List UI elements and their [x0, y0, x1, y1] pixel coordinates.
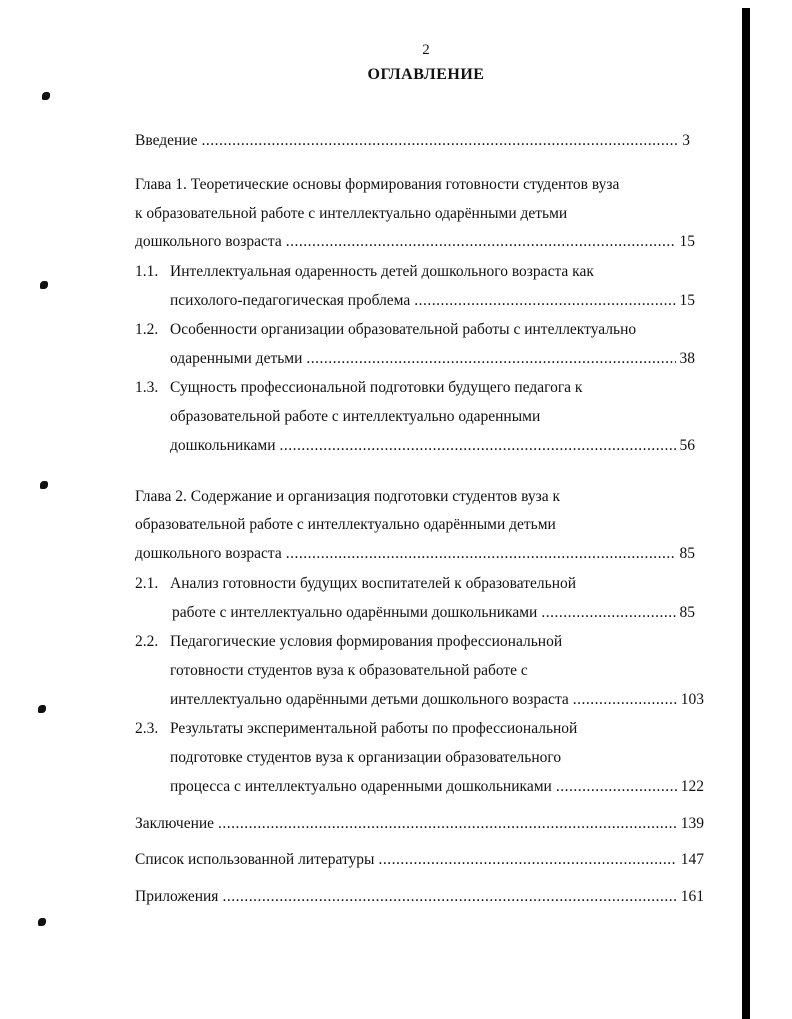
page-title: ОГЛАВЛЕНИЕ	[367, 66, 485, 83]
toc-leader-dots	[573, 690, 677, 710]
toc-leader-dots	[414, 291, 675, 311]
toc-section-1-3-line-3	[170, 436, 695, 456]
toc-section-number: 1.3.	[135, 379, 159, 396]
toc-leader-dots	[222, 887, 676, 907]
toc-chapter-1-line-1: Глава 1. Теоретические основы формирования готовности студентов вуза	[135, 176, 620, 193]
toc-section-number: 2.1.	[135, 575, 159, 592]
toc-entry-text: Анализ готовности будущих воспитателей к образовательной	[170, 575, 577, 592]
toc-section-1-3-line-1	[135, 378, 582, 398]
toc-chapter-2-line-1: Глава 2. Содержание и организация подготовки студентов вуза к	[135, 488, 561, 505]
toc-leader-dots	[541, 603, 675, 623]
toc-chapter-1-line-3	[135, 232, 695, 252]
page-number: 2	[422, 42, 430, 58]
toc-entry-text: Результаты экспериментальной работы по профессиональной	[170, 720, 578, 737]
toc-entry-intro	[135, 131, 690, 151]
toc-leader-dots	[218, 814, 677, 834]
toc-section-2-3-line-2: подготовке студентов вуза к организации образовательного	[170, 749, 562, 766]
toc-page-number: 15	[679, 233, 695, 250]
toc-leader-dots	[286, 232, 676, 252]
toc-entry-text: психолого-педагогическая проблема	[170, 292, 411, 309]
toc-section-1-1-line-1	[135, 262, 594, 282]
toc-section-number: 1.1.	[135, 263, 159, 280]
toc-leader-dots	[201, 131, 678, 151]
toc-leader-dots	[556, 777, 677, 797]
toc-page-number: 85	[679, 604, 695, 621]
scan-edge-bar	[742, 8, 750, 1019]
toc-entry-conclusion	[135, 814, 704, 834]
binder-hole-mark	[40, 281, 48, 289]
toc-chapter-2-line-3	[135, 544, 695, 564]
toc-section-2-2-line-1	[135, 632, 562, 652]
toc-entry-appendix	[135, 887, 704, 907]
toc-section-1-1-line-2	[170, 291, 695, 311]
toc-entry-text: Педагогические условия формирования профессиональной	[170, 633, 563, 650]
toc-page-number: 15	[679, 292, 695, 309]
binder-hole-mark	[38, 918, 46, 926]
toc-chapter-1-line-2: к образовательной работе с интеллектуально одарёнными детьми	[135, 205, 568, 222]
binder-hole-mark	[42, 92, 50, 100]
toc-section-2-3-line-3	[170, 777, 704, 797]
toc-page-number: 3	[682, 132, 690, 149]
toc-entry-text: процесса с интеллектуально одаренными дошкольниками	[170, 778, 552, 795]
toc-page-number: 139	[680, 815, 704, 832]
toc-page-number: 103	[680, 691, 704, 708]
toc-section-1-2-line-1	[135, 320, 636, 340]
toc-section-1-3-line-2: образовательной работе с интеллектуально одаренными	[170, 408, 541, 425]
toc-section-number: 2.3.	[135, 720, 159, 737]
toc-entry-text: Заключение	[135, 815, 215, 832]
toc-entry-text: дошкольниками	[170, 437, 276, 454]
toc-leader-dots	[378, 850, 676, 870]
toc-page-number: 85	[679, 545, 695, 562]
toc-page-number: 161	[680, 888, 704, 905]
toc-entry-text: Список использованной литературы	[135, 851, 375, 868]
toc-entry-text: работе с интеллектуально одарёнными дошкольниками	[172, 604, 538, 621]
toc-page-number: 147	[680, 851, 704, 868]
binder-hole-mark	[40, 481, 48, 489]
toc-section-2-2-line-3	[170, 690, 704, 710]
toc-section-number: 2.2.	[135, 633, 159, 650]
toc-entry-text: Введение	[135, 132, 198, 149]
toc-section-2-2-line-2: готовности студентов вуза к образовательной работе с	[170, 662, 528, 679]
toc-entry-references	[135, 850, 704, 870]
toc-entry-text: Интеллектуальная одаренность детей дошкольного возраста как	[170, 263, 594, 280]
toc-leader-dots	[286, 544, 676, 564]
toc-entry-text: интеллектуально одарёнными детьми дошкольного возраста	[170, 691, 569, 708]
toc-page-number: 38	[679, 350, 695, 367]
toc-entry-text: Особенности организации образовательной работы с интеллектуально	[170, 321, 637, 338]
toc-page-number: 56	[679, 437, 695, 454]
toc-section-1-2-line-2	[170, 349, 695, 369]
binder-hole-mark	[38, 705, 46, 713]
toc-page-number: 122	[680, 778, 704, 795]
toc-entry-text: Приложения	[135, 888, 219, 905]
toc-section-2-3-line-1	[135, 719, 577, 739]
toc-section-2-1-line-1	[135, 574, 576, 594]
toc-section-number: 1.2.	[135, 321, 159, 338]
toc-entry-text: Сущность профессиональной подготовки будущего педагога к	[170, 379, 583, 396]
toc-section-2-1-line-2	[172, 603, 695, 623]
toc-leader-dots	[280, 436, 676, 456]
toc-entry-text: дошкольного возраста	[135, 545, 282, 562]
toc-entry-text: дошкольного возраста	[135, 233, 282, 250]
toc-chapter-2-line-2: образовательной работе с интеллектуально одарёнными детьми	[135, 516, 556, 533]
toc-entry-text: одаренными детьми	[170, 350, 303, 367]
toc-leader-dots	[306, 349, 675, 369]
